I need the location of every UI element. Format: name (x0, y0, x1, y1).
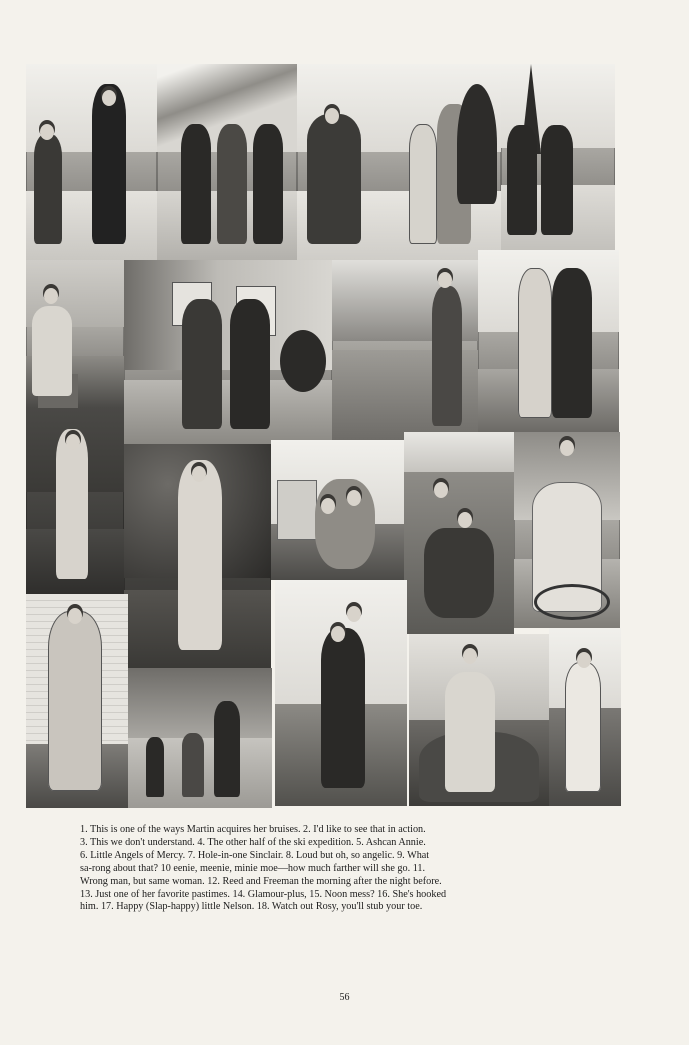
caption-line: 6. Little Angels of Mercy. 7. Hole-in-one Sinclair. 8. Loud but oh, so angelic. 9. What (80, 849, 430, 861)
photo-16 (275, 580, 407, 806)
photo-4 (501, 64, 615, 250)
photo-14 (26, 594, 128, 808)
photo-9 (26, 408, 124, 594)
photo-caption (80, 824, 580, 914)
photo-3 (297, 64, 501, 260)
photo-7 (332, 260, 478, 440)
photo-13 (514, 432, 620, 628)
photo-15 (128, 668, 272, 808)
photo-1 (26, 64, 157, 260)
photo-10 (124, 444, 271, 668)
photo-18 (549, 628, 621, 806)
caption-line: 13. Just one of her favorite pastimes. 14. Glamour-plus, 15. Noon mess? 16. She's hooked (80, 888, 447, 900)
caption-line: him. 17. Happy (Slap-happy) little Nelson. 18. Watch out Rosy, you'll stub your toe. (80, 901, 423, 913)
photo-2 (157, 64, 297, 260)
photo-17 (409, 634, 549, 806)
photo-12 (404, 432, 514, 634)
caption-line: 1. This is one of the ways Martin acquires her bruises. 2. I'd like to see that in action. (80, 824, 426, 835)
caption-line: sa-rong about that? 10 eenie, meenie, minie moe—how much farther will she go. 11. (80, 862, 426, 874)
photo-6 (124, 260, 332, 444)
photo-8 (478, 250, 619, 433)
photo-5 (26, 260, 124, 408)
caption-line: Wrong man, but same woman. 12. Reed and Freeman the morning after the night before. (80, 875, 442, 887)
photo-11 (271, 440, 404, 580)
caption-line: 3. This we don't understand. 4. The other half of the ski expedition. 5. Ashcan Annie. (80, 836, 426, 848)
page-number: 56 (339, 992, 350, 1003)
